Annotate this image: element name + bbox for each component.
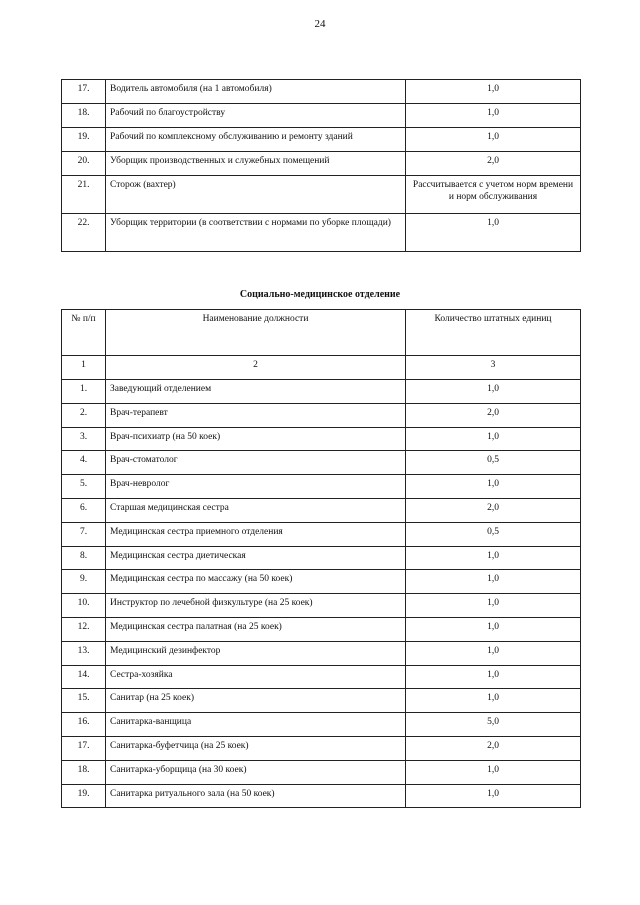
row-position-name: Санитарка-буфетчица (на 25 коек): [106, 736, 406, 760]
staff-table-continued: [61, 79, 581, 252]
table-row: [62, 498, 581, 522]
row-number: 4.: [62, 451, 106, 475]
row-quantity: 5,0: [406, 713, 581, 737]
table-row: [62, 152, 581, 176]
row-number: 6.: [62, 498, 106, 522]
row-number: 18.: [62, 760, 106, 784]
table-row: [62, 570, 581, 594]
row-position-name: Медицинский дезинфектор: [106, 641, 406, 665]
row-position-name: Врач-невролог: [106, 475, 406, 499]
header-position: Наименование должности: [106, 310, 406, 356]
row-number: 16.: [62, 713, 106, 737]
table-row: [62, 617, 581, 641]
row-number: 2.: [62, 403, 106, 427]
row-quantity: 1,0: [406, 760, 581, 784]
row-number: 5.: [62, 475, 106, 499]
row-quantity: 1,0: [406, 214, 581, 252]
row-quantity: 2,0: [406, 736, 581, 760]
row-quantity: 1,0: [406, 427, 581, 451]
row-quantity: 2,0: [406, 498, 581, 522]
table-header-row: [62, 310, 581, 356]
row-position-name: Старшая медицинская сестра: [106, 498, 406, 522]
table-row: [62, 594, 581, 618]
row-position-name: Уборщик производственных и служебных помещений: [106, 152, 406, 176]
table-row: [62, 546, 581, 570]
row-number: 8.: [62, 546, 106, 570]
table-row: [62, 665, 581, 689]
row-quantity: Рассчитывается с учетом норм времени и норм обслуживания: [406, 176, 581, 214]
table-row: [62, 451, 581, 475]
table-row: [62, 176, 581, 214]
row-number: 22.: [62, 214, 106, 252]
row-number: 15.: [62, 689, 106, 713]
row-position-name: Санитарка-ванщица: [106, 713, 406, 737]
column-number-row: [62, 356, 581, 380]
row-quantity: 2,0: [406, 152, 581, 176]
row-position-name: Санитар (на 25 коек): [106, 689, 406, 713]
row-number: 7.: [62, 522, 106, 546]
table-row: [62, 403, 581, 427]
row-quantity: 1,0: [406, 104, 581, 128]
row-position-name: Врач-психиатр (на 50 коек): [106, 427, 406, 451]
row-number: 17.: [62, 80, 106, 104]
row-position-name: Врач-терапевт: [106, 403, 406, 427]
row-number: 14.: [62, 665, 106, 689]
row-quantity: 0,5: [406, 451, 581, 475]
row-number: 9.: [62, 570, 106, 594]
row-number: 3.: [62, 427, 106, 451]
table-row: [62, 713, 581, 737]
row-number: 17.: [62, 736, 106, 760]
row-number: 19.: [62, 784, 106, 808]
column-number-3: 3: [406, 356, 581, 380]
table-row: [62, 380, 581, 404]
row-number: 18.: [62, 104, 106, 128]
row-quantity: 1,0: [406, 128, 581, 152]
row-quantity: 1,0: [406, 546, 581, 570]
row-position-name: Рабочий по комплексному обслуживанию и ремонту зданий: [106, 128, 406, 152]
medical-department-table: [61, 309, 581, 808]
row-number: 12.: [62, 617, 106, 641]
table-row: [62, 104, 581, 128]
row-position-name: Сестра-хозяйка: [106, 665, 406, 689]
row-position-name: Санитарка-уборщица (на 30 коек): [106, 760, 406, 784]
table-row: [62, 214, 581, 252]
row-position-name: Инструктор по лечебной физкультуре (на 25 коек): [106, 594, 406, 618]
row-quantity: 1,0: [406, 380, 581, 404]
table-row: [62, 689, 581, 713]
row-quantity: 1,0: [406, 475, 581, 499]
row-number: 1.: [62, 380, 106, 404]
column-number-2: 2: [106, 356, 406, 380]
row-position-name: Врач-стоматолог: [106, 451, 406, 475]
row-position-name: Рабочий по благоустройству: [106, 104, 406, 128]
row-position-name: Водитель автомобиля (на 1 автомобиля): [106, 80, 406, 104]
row-position-name: Заведующий отделением: [106, 380, 406, 404]
row-position-name: Медицинская сестра палатная (на 25 коек): [106, 617, 406, 641]
row-number: 20.: [62, 152, 106, 176]
row-position-name: Медицинская сестра диетическая: [106, 546, 406, 570]
table-row: [62, 475, 581, 499]
section-title: Социально-медицинское отделение: [239, 289, 401, 300]
row-quantity: 1,0: [406, 617, 581, 641]
row-quantity: 1,0: [406, 784, 581, 808]
row-position-name: Медицинская сестра приемного отделения: [106, 522, 406, 546]
row-quantity: 1,0: [406, 594, 581, 618]
row-quantity: 1,0: [406, 689, 581, 713]
row-position-name: Сторож (вахтер): [106, 176, 406, 214]
row-position-name: Уборщик территории (в соответствии с нормами по уборке площади): [106, 214, 406, 252]
table-row: [62, 427, 581, 451]
row-quantity: 2,0: [406, 403, 581, 427]
row-quantity: 1,0: [406, 570, 581, 594]
table-row: [62, 522, 581, 546]
header-number: № п/п: [62, 310, 106, 356]
row-quantity: 1,0: [406, 665, 581, 689]
table-row: [62, 128, 581, 152]
table-row: [62, 736, 581, 760]
row-quantity: 1,0: [406, 641, 581, 665]
table-row: [62, 760, 581, 784]
row-quantity: 0,5: [406, 522, 581, 546]
row-number: 21.: [62, 176, 106, 214]
table-row: [62, 80, 581, 104]
row-position-name: Медицинская сестра по массажу (на 50 коек): [106, 570, 406, 594]
page-number: 24: [314, 18, 326, 30]
row-number: 19.: [62, 128, 106, 152]
row-position-name: Санитарка ритуального зала (на 50 коек): [106, 784, 406, 808]
row-number: 10.: [62, 594, 106, 618]
header-quantity: Количество штатных единиц: [406, 310, 581, 356]
column-number-1: 1: [62, 356, 106, 380]
table-row: [62, 784, 581, 808]
row-number: 13.: [62, 641, 106, 665]
table-row: [62, 641, 581, 665]
row-quantity: 1,0: [406, 80, 581, 104]
